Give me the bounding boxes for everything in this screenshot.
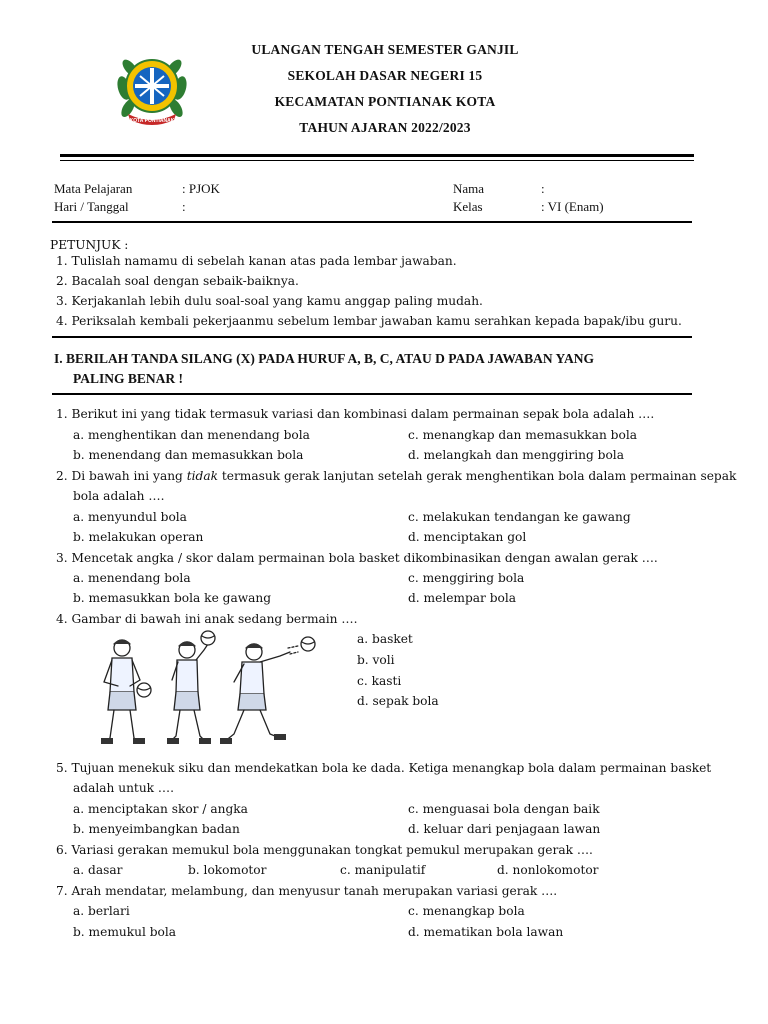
player-3-figure <box>220 644 290 744</box>
question-3-text: 3. Mencetak angka / skor dalam permainan bola basket dikombinasikan dengan awalan gerak …. <box>56 551 658 565</box>
question-7-option-b: b. memukul bola <box>73 925 177 939</box>
section-heading-line-2: PALING BENAR ! <box>73 371 184 386</box>
question-3-option-d: d. melempar bola <box>408 591 517 605</box>
question-6-option-c: c. manipulatif <box>340 863 426 877</box>
question-2-text-cont: bola adalah …. <box>73 489 165 503</box>
question-6-option-d: d. nonlokomotor <box>497 863 599 877</box>
question-2-text: 2. Di bawah ini yang tidak termasuk gerak lanjutan setelah gerak menghentikan bola dalam permainan sepak <box>56 469 737 483</box>
question-2-option-c: c. melakukan tendangan ke gawang <box>408 510 631 524</box>
question-1-option-b: b. menendang dan memasukkan bola <box>73 448 304 462</box>
question-4-option-a: a. basket <box>357 632 413 646</box>
instruction-item: 3. Kerjakanlah lebih dulu soal-soal yang kamu anggap paling mudah. <box>56 294 483 308</box>
question-2-option-a: a. menyundul bola <box>73 510 187 524</box>
name-value: : <box>541 181 545 196</box>
instruction-item: 2. Bacalah soal dengan sebaik-baiknya. <box>56 274 299 288</box>
logo-text: KOTA PONTIANAK <box>129 118 175 124</box>
instruction-item: 1. Tulislah namamu di sebelah kanan atas pada lembar jawaban. <box>56 254 457 268</box>
school-logo <box>114 48 190 128</box>
question-6-text: 6. Variasi gerakan memukul bola menggunakan tongkat pemukul merupakan gerak …. <box>56 843 593 857</box>
subject-value: : PJOK <box>182 181 220 196</box>
section-heading-line-1: I. BERILAH TANDA SILANG (X) PADA HURUF A, B, C, ATAU D PADA JAWABAN YANG <box>54 351 595 366</box>
question-5-text: 5. Tujuan menekuk siku dan mendekatkan bola ke dada. Ketiga menangkap bola dalam permainan basket <box>56 761 712 775</box>
question-3-option-c: c. menggiring bola <box>408 571 525 585</box>
question-5-option-a: a. menciptakan skor / angka <box>73 802 248 816</box>
question-7-option-c: c. menangkap bola <box>408 904 525 918</box>
instructions-title: PETUNJUK : <box>50 238 129 252</box>
question-7-option-d: d. mematikan bola lawan <box>408 925 564 939</box>
question-1-option-c: c. menangkap dan memasukkan bola <box>408 428 637 442</box>
question-2-option-d: d. menciptakan gol <box>408 530 527 544</box>
question-2-option-b: b. melakukan operan <box>73 530 204 544</box>
header-line-2: SEKOLAH DASAR NEGERI 15 <box>287 68 483 83</box>
info-rule <box>52 221 692 223</box>
emphasis-tidak: tidak <box>186 469 218 483</box>
name-label: Nama <box>453 181 485 196</box>
question-5-option-d: d. keluar dari penjagaan lawan <box>408 822 601 836</box>
question-5-option-c: c. menguasai bola dengan baik <box>408 802 600 816</box>
question-7-option-a: a. berlari <box>73 904 130 918</box>
question-6-option-b: b. lokomotor <box>188 863 267 877</box>
subject-label: Mata Pelajaran <box>54 181 133 196</box>
question-1-option-d: d. melangkah dan menggiring bola <box>408 448 624 462</box>
question-7-text: 7. Arah mendatar, melambung, dan menyusur tanah merupakan variasi gerak …. <box>56 884 558 898</box>
header-line-3: KECAMATAN PONTIANAK KOTA <box>274 94 496 109</box>
header-rule-top <box>60 154 694 157</box>
question-4-option-c: c. kasti <box>357 674 402 688</box>
instructions-rule <box>52 336 692 338</box>
question-4-option-b: b. voli <box>357 653 395 667</box>
question-1-option-a: a. menghentikan dan menendang bola <box>73 428 310 442</box>
question-1-text: 1. Berikut ini yang tidak termasuk variasi dan kombinasi dalam permainan sepak bola adalah …. <box>56 407 655 421</box>
question-5-text-cont: adalah untuk …. <box>73 781 174 795</box>
class-label: Kelas <box>453 199 483 214</box>
question-5-option-b: b. menyeimbangkan badan <box>73 822 240 836</box>
class-value: : VI (Enam) <box>541 199 604 214</box>
instruction-item: 4. Periksalah kembali pekerjaanmu sebelum lembar jawaban kamu serahkan kepada bapak/ibu guru. <box>56 314 682 328</box>
header-rule-bottom <box>60 160 694 161</box>
question-4-text: 4. Gambar di bawah ini anak sedang bermain …. <box>56 612 358 626</box>
question-6-option-a: a. dasar <box>73 863 123 877</box>
volleyball-illustration <box>84 630 324 752</box>
question-3-option-b: b. memasukkan bola ke gawang <box>73 591 272 605</box>
header-line-4: TAHUN AJARAN 2022/2023 <box>299 120 471 135</box>
question-3-option-a: a. menendang bola <box>73 571 191 585</box>
question-4-option-d: d. sepak bola <box>357 694 439 708</box>
section-rule <box>52 393 692 395</box>
day-label: Hari / Tanggal <box>54 199 129 214</box>
header-line-1: ULANGAN TENGAH SEMESTER GANJIL <box>251 42 519 57</box>
day-value: : <box>182 199 186 214</box>
player-2-figure <box>167 642 211 744</box>
